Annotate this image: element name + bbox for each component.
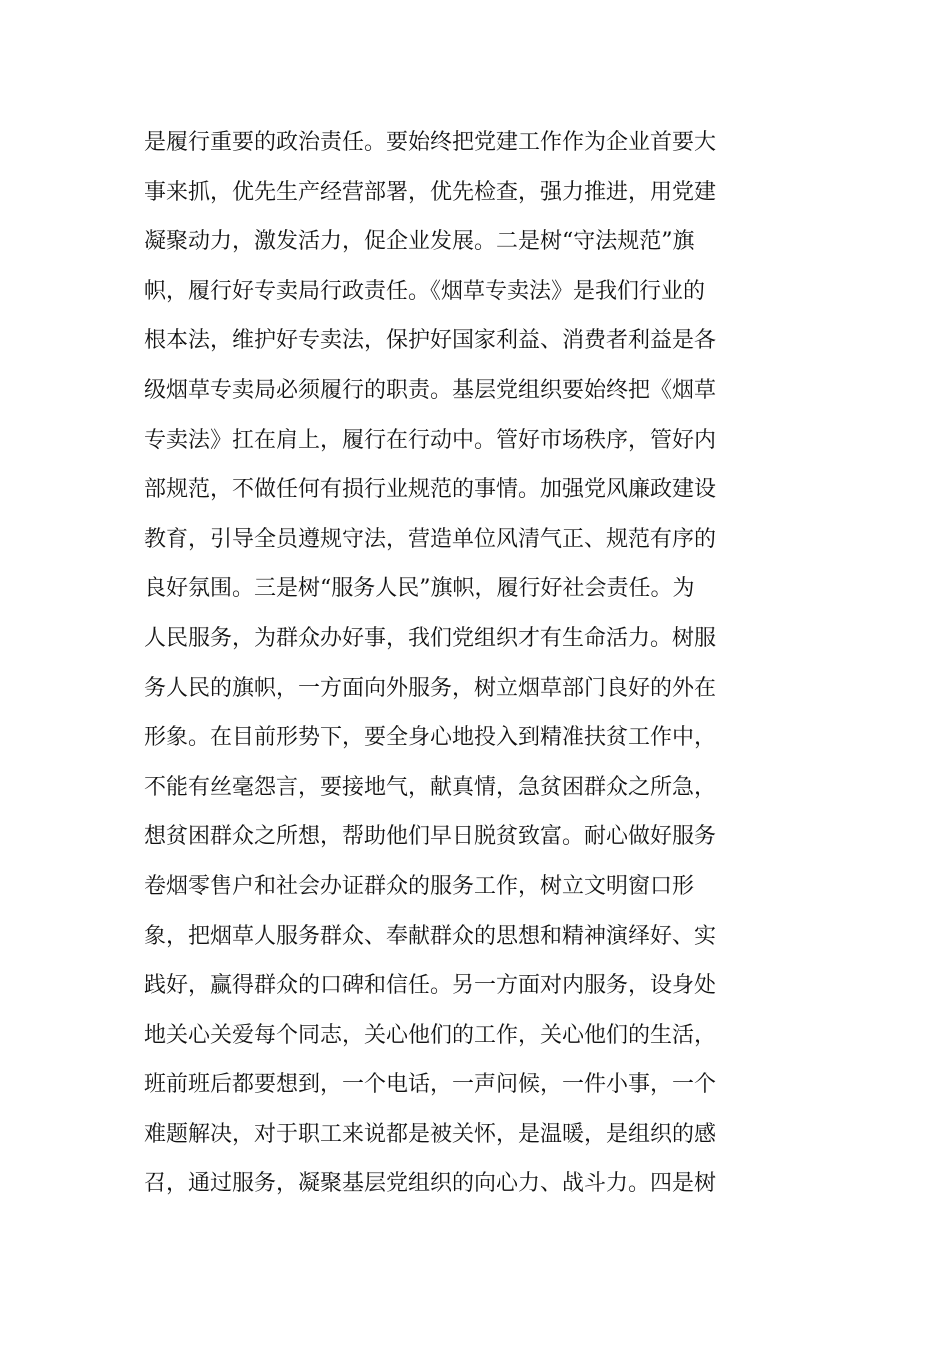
text-line: 事来抓，优先生产经营部署，优先检查，强力推进，用党建 bbox=[144, 179, 717, 205]
text-line: 良好氛围。三是树“服务人民”旗帜，履行好社会责任。为 bbox=[144, 576, 695, 602]
text-line: 召，通过服务，凝聚基层党组织的向心力、战斗力。四是树 bbox=[144, 1171, 717, 1197]
text-line: 卷烟零售户和社会办证群众的服务工作，树立文明窗口形 bbox=[144, 873, 695, 899]
text-line: 级烟草专卖局必须履行的职责。基层党组织要始终把《烟草 bbox=[144, 377, 717, 403]
text-line: 不能有丝毫怨言，要接地气，献真情，急贫困群众之所急， bbox=[144, 774, 717, 800]
text-line: 是履行重要的政治责任。要始终把党建工作作为企业首要大 bbox=[144, 130, 717, 155]
text-line: 凝聚动力，激发活力，促企业发展。二是树“守法规范”旗 bbox=[144, 229, 695, 255]
text-line: 形象。在目前形势下，要全身心地投入到精准扶贫工作中， bbox=[144, 725, 717, 751]
text-line: 专卖法》扛在肩上，履行在行动中。管好市场秩序，管好内 bbox=[144, 427, 717, 453]
text-line: 难题解决，对于职工来说都是被关怀，是温暖，是组织的感 bbox=[144, 1121, 717, 1147]
text-line: 根本法，维护好专卖法，保护好国家利益、消费者利益是各 bbox=[144, 328, 717, 354]
text-line: 人民服务，为群众办好事，我们党组织才有生命活力。树服 bbox=[144, 625, 717, 651]
text-line: 教育，引导全员遵规守法，营造单位风清气正、规范有序的 bbox=[144, 526, 717, 552]
text-line: 想贫困群众之所想，帮助他们早日脱贫致富。耐心做好服务 bbox=[144, 824, 717, 850]
text-line: 班前班后都要想到，一个电话，一声问候，一件小事，一个 bbox=[144, 1072, 717, 1098]
text-line: 部规范，不做任何有损行业规范的事情。加强党风廉政建设 bbox=[144, 477, 717, 503]
body-paragraph bbox=[144, 118, 744, 1209]
text-line: 帜，履行好专卖局行政责任。《烟草专卖法》是我们行业的 bbox=[144, 278, 706, 304]
text-line: 践好，赢得群众的口碑和信任。另一方面对内服务，设身处 bbox=[144, 973, 717, 999]
text-line: 务人民的旗帜，一方面向外服务，树立烟草部门良好的外在 bbox=[144, 675, 717, 701]
text-line: 地关心关爱每个同志，关心他们的工作，关心他们的生活， bbox=[144, 1022, 717, 1048]
text-line: 象，把烟草人服务群众、奉献群众的思想和精神演绎好、实 bbox=[144, 923, 717, 949]
